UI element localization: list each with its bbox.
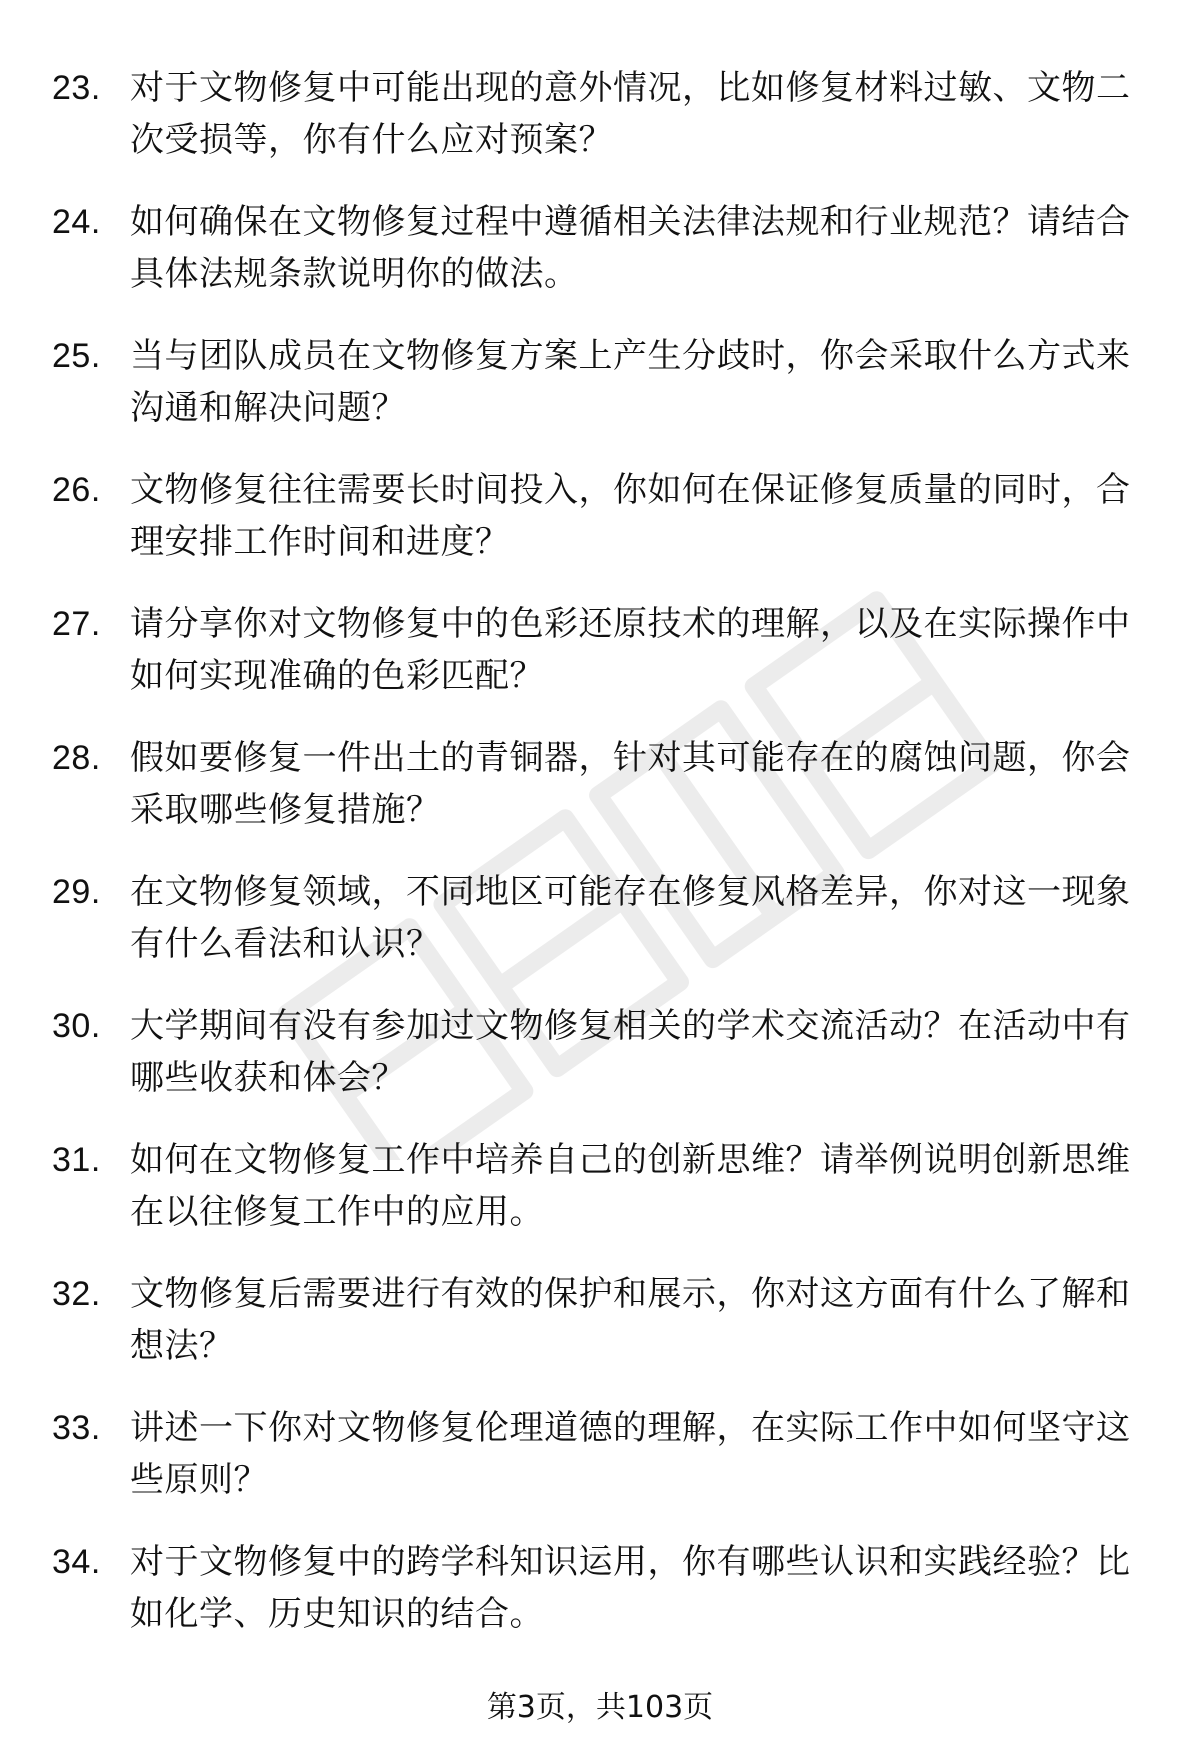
question-item	[52, 1268, 1152, 1372]
question-number: 26.	[52, 471, 101, 509]
question-number: 28.	[52, 739, 101, 777]
question-item	[52, 62, 1152, 166]
question-number: 30.	[52, 1007, 101, 1045]
question-text: 对于文物修复中的跨学科知识运用，你有哪些认识和实践经验？比如化学、历史知识的结合。	[130, 1542, 1131, 1634]
question-item	[52, 1536, 1152, 1640]
question-text: 大学期间有没有参加过文物修复相关的学术交流活动？在活动中有哪些收获和体会？	[130, 1006, 1131, 1098]
page-footer	[0, 1682, 1200, 1726]
question-text: 请分享你对文物修复中的色彩还原技术的理解，以及在实际操作中如何实现准确的色彩匹配？	[130, 604, 1131, 696]
question-text: 对于文物修复中可能出现的意外情况，比如修复材料过敏、文物二次受损等，你有什么应对预案？	[130, 68, 1131, 160]
question-number: 29.	[52, 873, 101, 911]
page-number-label: 第3页，共103页	[486, 1690, 714, 1725]
question-text: 文物修复往往需要长时间投入，你如何在保证修复质量的同时，合理安排工作时间和进度？	[130, 470, 1131, 562]
question-list	[52, 62, 1152, 1670]
question-number: 23.	[52, 69, 101, 107]
question-item	[52, 866, 1152, 970]
question-number: 25.	[52, 337, 101, 375]
question-number: 27.	[52, 605, 101, 643]
question-number: 24.	[52, 203, 101, 241]
question-item	[52, 1134, 1152, 1238]
question-item	[52, 196, 1152, 300]
question-text: 如何在文物修复工作中培养自己的创新思维？请举例说明创新思维在以往修复工作中的应用。	[130, 1140, 1131, 1232]
question-text: 在文物修复领域，不同地区可能存在修复风格差异，你对这一现象有什么看法和认识？	[130, 872, 1131, 964]
question-number: 31.	[52, 1141, 101, 1179]
question-text: 当与团队成员在文物修复方案上产生分歧时，你会采取什么方式来沟通和解决问题？	[130, 336, 1131, 428]
question-item	[52, 598, 1152, 702]
question-number: 34.	[52, 1543, 101, 1581]
question-text: 讲述一下你对文物修复伦理道德的理解，在实际工作中如何坚守这些原则？	[130, 1408, 1131, 1500]
question-text: 如何确保在文物修复过程中遵循相关法律法规和行业规范？请结合具体法规条款说明你的做法。	[130, 202, 1131, 294]
question-text: 文物修复后需要进行有效的保护和展示，你对这方面有什么了解和想法？	[130, 1274, 1131, 1366]
question-number: 33.	[52, 1409, 101, 1447]
question-text: 假如要修复一件出土的青铜器，针对其可能存在的腐蚀问题，你会采取哪些修复措施？	[130, 738, 1131, 830]
question-item	[52, 1000, 1152, 1104]
question-number: 32.	[52, 1275, 101, 1313]
question-item	[52, 464, 1152, 568]
question-item	[52, 732, 1152, 836]
question-item	[52, 330, 1152, 434]
question-item	[52, 1402, 1152, 1506]
